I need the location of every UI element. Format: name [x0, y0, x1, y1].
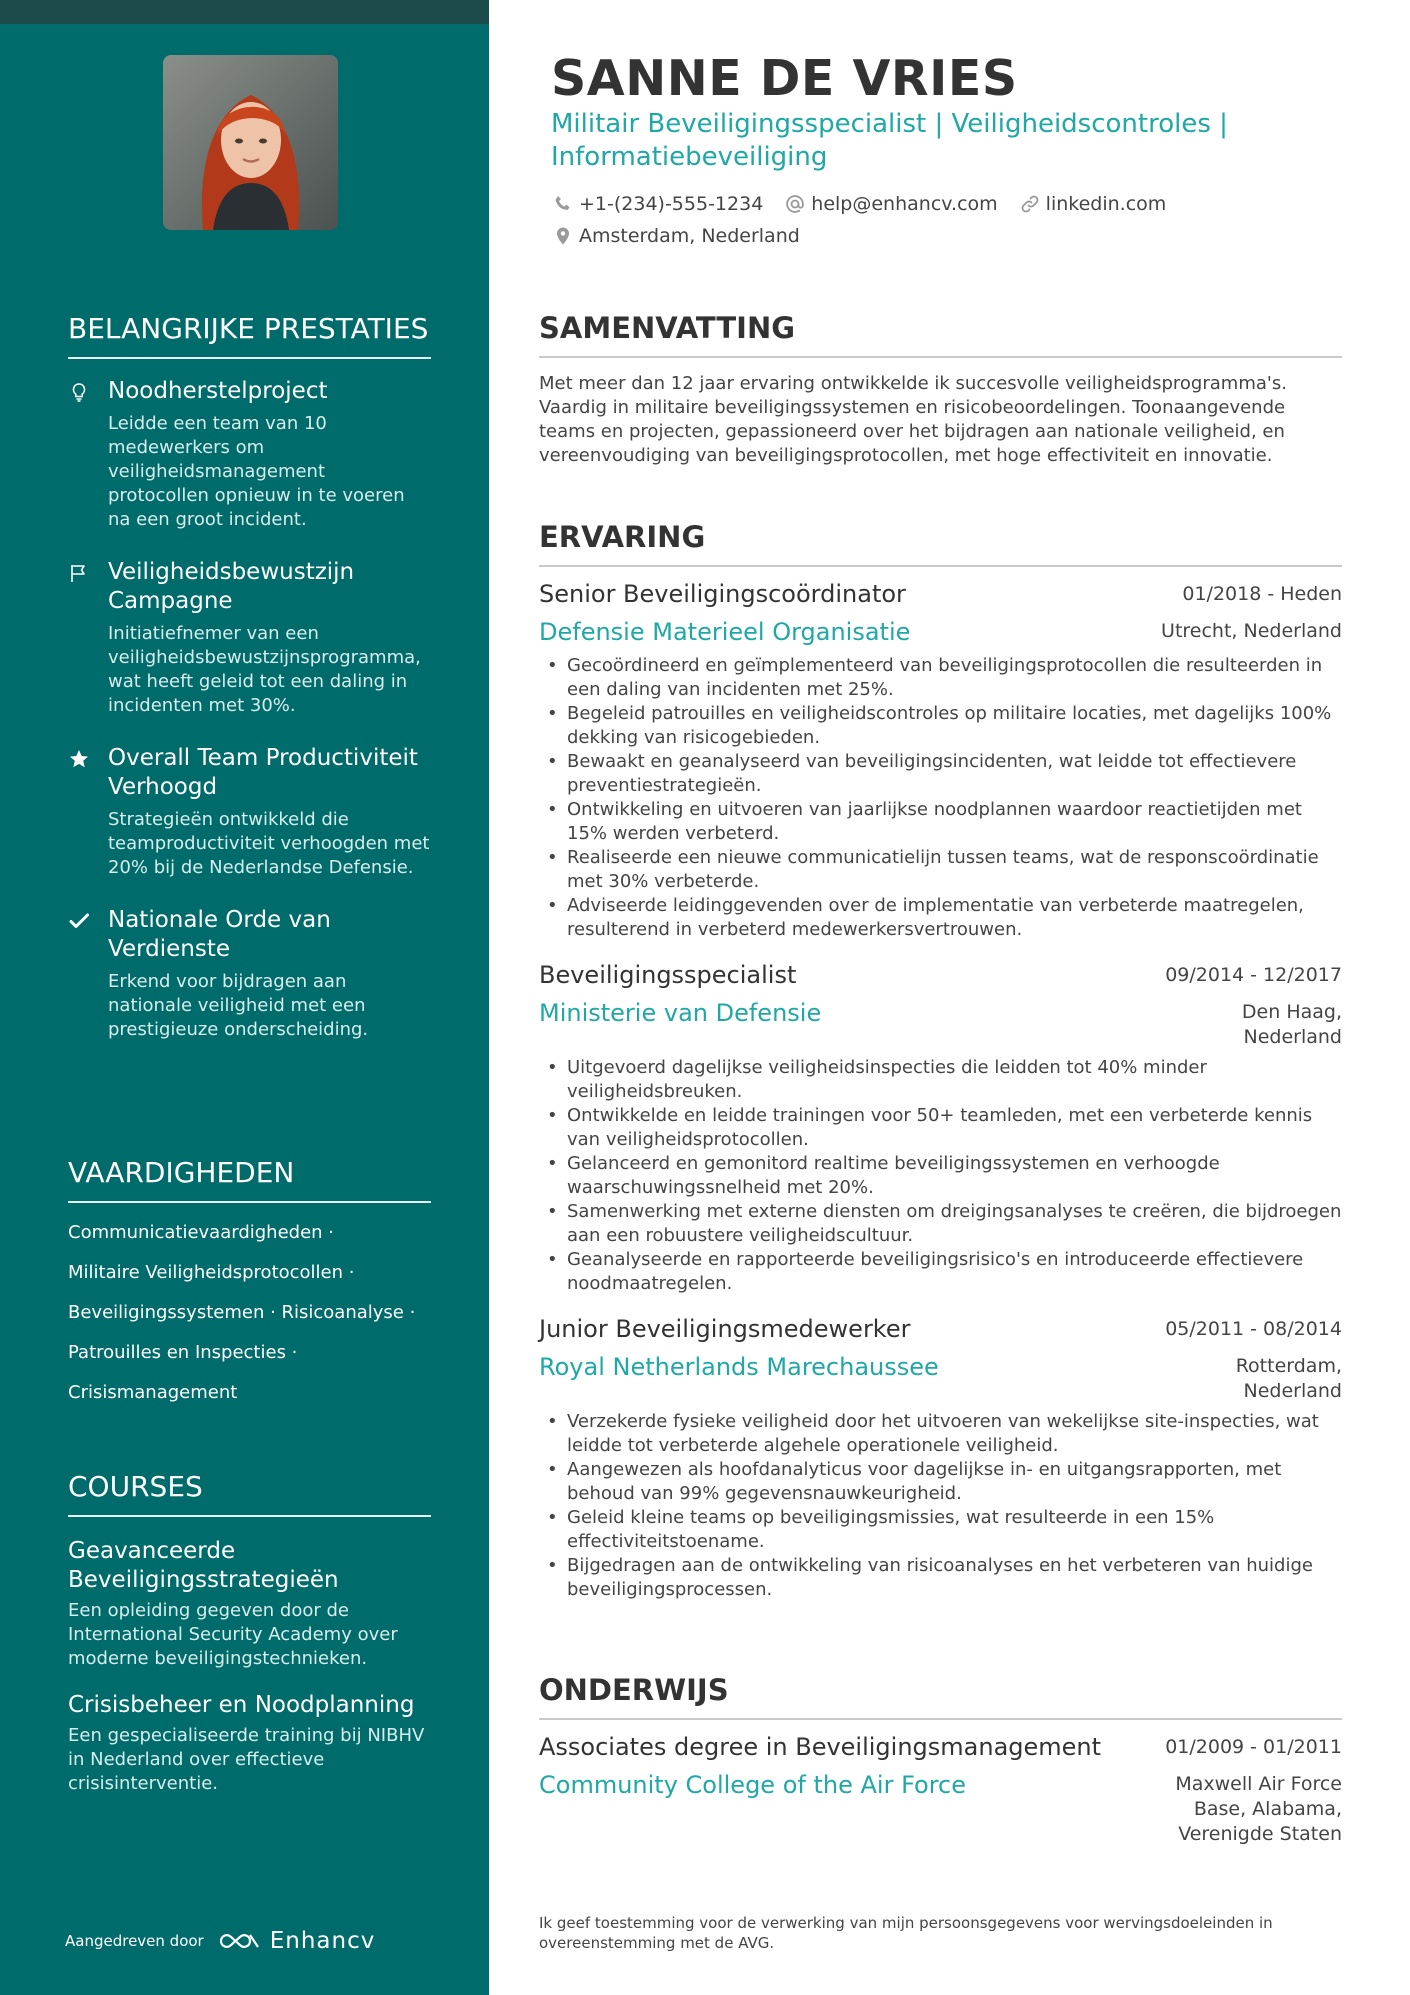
list-item: • Gecoördineerd en geïmplementeerd van beveiligingsprotocollen die resulteerden in een daling van incidenten met 25%. [539, 654, 1342, 702]
summary-section [539, 310, 1342, 468]
skill-item: Beveiligingssystemen · Risicoanalyse · [68, 1302, 416, 1323]
divider [539, 1718, 1342, 1720]
divider [68, 357, 431, 359]
job-date: 01/2018 - Heden [1182, 583, 1342, 605]
course-desc: Een gespecialiseerde training bij NIBHV in Nederland over effectieve crisisinterventie. [68, 1725, 425, 1794]
list-item: • Ontwikkeling en uitvoeren van jaarlijkse noodplannen waardoor reactietijden met 15% werden verbeterd. [539, 798, 1342, 846]
achievement-desc: Erkend voor bijdragen aan nationale veiligheid met een prestigieuze onderscheiding. [108, 971, 369, 1040]
divider [68, 1515, 431, 1517]
skill-item: Patrouilles en Inspecties · [68, 1342, 298, 1363]
list-item: • Uitgevoerd dagelijkse veiligheidsinspecties die leidden tot 40% minder veiligheidsbreuken. [539, 1056, 1342, 1104]
list-item: • Samenwerking met externe diensten om dreigingsanalyses te creëren, die bijdroegen aan een robuustere veiligheidscultuur. [539, 1200, 1342, 1248]
achievement-desc: Leidde een team van 10 medewerkers om veiligheidsmanagement protocollen opnieuw in te voeren na een groot incident. [108, 413, 405, 530]
summary-title: SAMENVATTING [539, 311, 796, 345]
location-contact [553, 225, 800, 247]
course-item [68, 1691, 431, 1796]
divider [539, 565, 1342, 567]
achievements-section [68, 310, 431, 1042]
job-entry [539, 579, 1342, 942]
degree-title: Associates degree in Beveiligingsmanagement [539, 1733, 1102, 1761]
powered-by-label: Aangedreven door [65, 1932, 204, 1950]
list-item: • Ontwikkelde en leidde trainingen voor 50+ teamleden, met een verbeterde kennis van veiligheidsprotocollen. [539, 1104, 1342, 1152]
job-entry [539, 1314, 1342, 1602]
sidebar-topbar [0, 0, 489, 24]
job-location: Den Haag, Nederland [1241, 1001, 1342, 1048]
achievement-title: Nationale Orde van Verdienste [108, 907, 331, 962]
gdpr-consent: Ik geef toestemming voor de verwerking van mijn persoonsgegevens voor wervingsdoeleinden in overeenstemming met de AVG. [539, 1914, 1273, 1952]
list-item: • Bewaakt en geanalyseerd van beveiligingsincidenten, wat leidde tot effectievere preventiestrategieën. [539, 750, 1342, 798]
achievement-title: Noodherstelproject [108, 378, 328, 404]
star-icon [68, 748, 90, 770]
experience-title: ERVARING [539, 520, 706, 554]
phone-contact[interactable] [553, 193, 763, 215]
email-contact[interactable] [785, 193, 997, 215]
lightbulb-icon [68, 381, 90, 403]
list-item: • Realiseerde een nieuwe communicatielijn tussen teams, wat de responscoördinatie met 30% verbeterde. [539, 846, 1342, 894]
checkmark-icon [68, 910, 90, 932]
achievement-desc: Strategieën ontwikkeld die teamproductiviteit verhoogden met 20% bij de Nederlandse Defensie. [108, 809, 430, 878]
job-location: Utrecht, Nederland [1161, 620, 1342, 642]
job-location: Rotterdam, Nederland [1235, 1355, 1342, 1402]
school-name: Community College of the Air Force [539, 1771, 966, 1799]
enhancv-logo-icon [218, 1930, 262, 1952]
profile-photo [163, 55, 338, 230]
course-desc: Een opleiding gegeven door de International Security Academy over moderne beveiligingstechnieken. [68, 1600, 398, 1669]
list-item: • Bijgedragen aan de ontwikkeling van risicoanalyses en het verbeteren van huidige beveiligingsprocessen. [539, 1554, 1342, 1602]
achievement-item [68, 744, 431, 880]
list-item: • Aangewezen als hoofdanalyticus voor dagelijkse in- en uitgangsrapporten, met behoud van 99% gegevensnauwkeurigheid. [539, 1458, 1342, 1506]
education-date: 01/2009 - 01/2011 [1165, 1736, 1342, 1758]
education-title: ONDERWIJS [539, 1673, 729, 1707]
skills-section [68, 1154, 431, 1421]
courses-section [68, 1468, 431, 1796]
list-item: • Verzekerde fysieke veiligheid door het uitvoeren van wekelijkse site-inspecties, wat leidde tot verbeterde algehele operationele veiligheid. [539, 1410, 1342, 1458]
email-text: help@enhancv.com [811, 193, 998, 215]
skill-item: Militaire Veiligheidsprotocollen · [68, 1262, 355, 1283]
job-title: Junior Beveiligingsmedewerker [539, 1315, 911, 1343]
education-section [539, 1672, 1342, 1847]
brand-logo[interactable] [218, 1928, 376, 1954]
divider [68, 1201, 431, 1203]
sidebar [0, 0, 489, 1995]
course-item [68, 1537, 431, 1671]
skills-list [68, 1221, 431, 1405]
achievements-title: BELANGRIJKE PRESTATIES [68, 312, 429, 345]
divider [539, 356, 1342, 358]
location-text: Amsterdam, Nederland [579, 225, 800, 247]
job-organization: Defensie Materieel Organisatie [539, 618, 911, 646]
experience-section [539, 519, 1342, 1602]
location-pin-icon [553, 226, 573, 246]
job-organization: Ministerie van Defensie [539, 999, 822, 1027]
achievement-desc: Initiatiefnemer van een veiligheidsbewustzijnsprogramma, wat heeft geleid tot een daling in incidenten met 30%. [108, 623, 421, 716]
list-item: • Adviseerde leidinggevenden over de implementatie van verbeterde maatregelen, resulterend in verbeterd medewerkersvertrouwen. [539, 894, 1342, 942]
contact-info [553, 193, 1313, 257]
achievement-item [68, 377, 431, 532]
brand-name: Enhancv [269, 1928, 376, 1954]
list-item: • Geanalyseerde en rapporteerde beveiligingsrisico's en introduceerde effectievere noodmaatregelen. [539, 1248, 1342, 1296]
job-title: Beveiligingsspecialist [539, 961, 797, 989]
job-organization: Royal Netherlands Marechaussee [539, 1353, 939, 1381]
link-icon [1020, 194, 1040, 214]
job-bullets [539, 1056, 1342, 1296]
job-bullets [539, 654, 1342, 942]
course-title: Crisisbeheer en Noodplanning [68, 1692, 415, 1718]
job-date: 09/2014 - 12/2017 [1165, 964, 1342, 986]
course-title: Geavanceerde Beveiligingsstrategieën [68, 1538, 339, 1593]
job-date: 05/2011 - 08/2014 [1165, 1318, 1342, 1340]
school-location: Maxwell Air Force Base, Alabama, Verenigde Staten [1175, 1773, 1342, 1845]
candidate-name: SANNE DE VRIES [551, 50, 1018, 107]
list-item: • Geleid kleine teams op beveiligingsmissies, wat resulteerde in een 15% effectiviteitstoename. [539, 1506, 1342, 1554]
courses-title: COURSES [68, 1470, 203, 1503]
phone-text: +1-(234)-555-1234 [579, 193, 764, 215]
job-bullets [539, 1410, 1342, 1602]
headline: Militair Beveiligingsspecialist | Veiligheidscontroles | Informatiebeveiliging [551, 109, 1228, 172]
phone-icon [553, 194, 573, 214]
skill-item: Crisismanagement [68, 1382, 238, 1403]
education-entry [539, 1732, 1342, 1847]
linkedin-contact[interactable] [1020, 193, 1167, 215]
summary-text: Met meer dan 12 jaar ervaring ontwikkelde ik succesvolle veiligheidsprogramma's. Vaardig in militaire beveiligingssystemen en risicobeoordelingen. Toonaangevende teams en projecten, gepassioneerd over het bijdragen aan nationale veiligheid, en vereenvoudiging van beveiligingsprotocollen, met hoge effectiviteit en innovatie. [539, 373, 1287, 466]
list-item: • Begeleid patrouilles en veiligheidscontroles op militaire locaties, met dagelijks 100% dekking van risicogebieden. [539, 702, 1342, 750]
achievement-title: Overall Team Productiviteit Verhoogd [108, 745, 418, 800]
skill-item: Communicatievaardigheden · [68, 1222, 335, 1243]
achievement-title: Veiligheidsbewustzijn Campagne [108, 559, 355, 614]
achievement-item [68, 906, 431, 1042]
flag-icon [68, 562, 90, 584]
achievement-item [68, 558, 431, 718]
powered-by [65, 1928, 375, 1954]
skills-title: VAARDIGHEDEN [68, 1156, 295, 1189]
at-icon [785, 194, 805, 214]
list-item: • Gelanceerd en gemonitord realtime beveiligingssystemen en verhoogde waarschuwingssnelheid met 20%. [539, 1152, 1342, 1200]
job-entry [539, 960, 1342, 1296]
linkedin-text: linkedin.com [1045, 193, 1167, 215]
job-title: Senior Beveiligingscoördinator [539, 580, 906, 608]
